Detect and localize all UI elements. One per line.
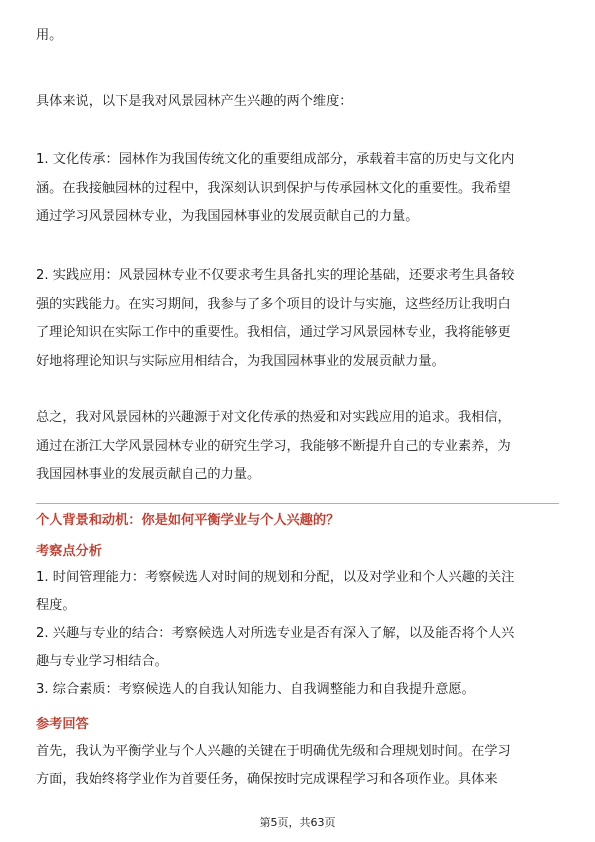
answer-paragraph <box>36 738 559 794</box>
question-heading: 个人背景和动机：你是如何平衡学业与个人兴趣的？ <box>36 513 340 528</box>
text-line: 具体来说，以下是我对风景园林产生兴趣的两个维度： <box>36 94 353 109</box>
paragraph-intro <box>36 88 559 117</box>
text-line: 好地将理论知识与实际应用相结合，为我国园林事业的发展贡献力量。 <box>36 353 445 369</box>
section-divider <box>36 503 559 504</box>
text-line: 我国园林事业的发展贡献自己的力量。 <box>36 467 261 483</box>
text-line: 强的实践能力。在实习期间，我参与了多个项目的设计与实施，这些经历让我明白 <box>36 296 511 312</box>
list-item: 趣与专业学习相结合。 <box>36 654 168 669</box>
list-item: 1. 时间管理能力：考察候选人对时间的规划和分配，以及对学业和个人兴趣的关注 <box>36 570 515 585</box>
text-line: 通过在浙江大学风景园林专业的研究生学习，我能够不断提升自己的专业素养，为 <box>36 438 511 454</box>
text-line: 首先，我认为平衡学业与个人兴趣的关键在于明确优先级和合理规划时间。在学习 <box>36 744 511 759</box>
paragraph-summary <box>36 404 559 490</box>
text-line: 2. 实践应用：风景园林专业不仅要求考生具备扎实的理论基础，还要求考生具备较 <box>36 268 515 283</box>
text-line: 涵。在我接触园林的过程中，我深刻认识到保护与传承园林文化的重要性。我希望 <box>36 180 511 196</box>
text-line: 总之，我对风景园林的兴趣源于对文化传承的热爱和对实践应用的追求。我相信， <box>36 410 511 425</box>
text-line: 用。 <box>36 28 63 43</box>
paragraph-culture <box>36 146 559 232</box>
answer-heading: 参考回答 <box>36 717 89 732</box>
page-number: 第5页，共63页 <box>259 816 336 829</box>
analysis-heading: 考察点分析 <box>36 544 102 559</box>
paragraph-continuation <box>36 22 559 51</box>
list-item: 2. 兴趣与专业的结合：考察候选人对所选专业是否有深入了解，以及能否将个人兴 <box>36 626 515 641</box>
list-item: 程度。 <box>36 598 76 613</box>
text-line: 方面，我始终将学业作为首要任务，确保按时完成课程学习和各项作业。具体来 <box>36 772 498 787</box>
text-line: 通过学习风景园林专业，为我国园林事业的发展贡献自己的力量。 <box>36 209 419 225</box>
list-item: 3. 综合素质：考察候选人的自我认知能力、自我调整能力和自我提升意愿。 <box>36 682 475 697</box>
text-line: 了理论知识在实际工作中的重要性。我相信，通过学习风景园林专业，我将能够更 <box>36 325 511 341</box>
paragraph-practice <box>36 262 559 376</box>
analysis-list <box>36 564 559 704</box>
text-line: 1. 文化传承：园林作为我国传统文化的重要组成部分，承载着丰富的历史与文化内 <box>36 152 515 167</box>
